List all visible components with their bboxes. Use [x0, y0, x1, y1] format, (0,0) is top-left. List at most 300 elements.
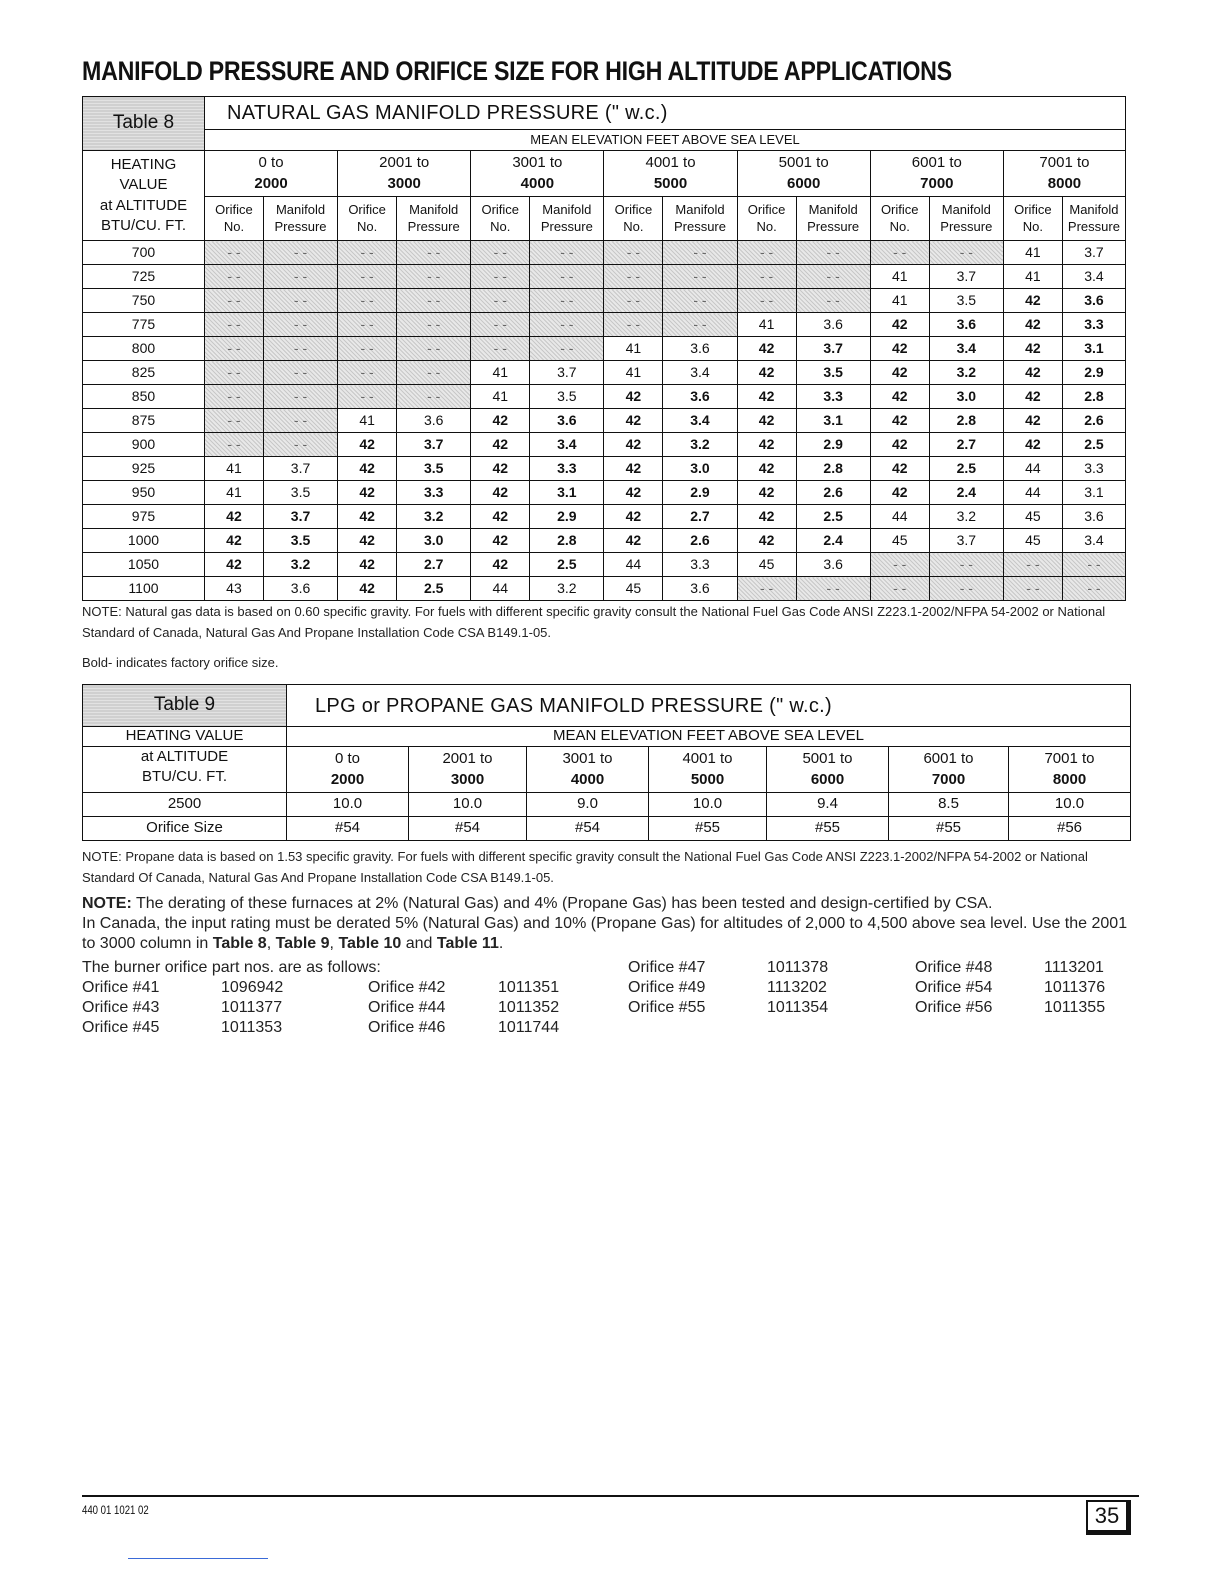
col-label: Pressure	[673, 218, 726, 234]
table9-left-header-1: HEATING VALUE	[83, 727, 287, 747]
table-ref: Table 9	[275, 935, 330, 952]
sep: .	[498, 935, 504, 952]
orifice-cell: 44	[870, 505, 929, 529]
page-title: MANIFOLD PRESSURE AND ORIFICE SIZE FOR HIGH ALTITUDE APPLICATIONS	[82, 56, 952, 86]
range-from: 0 to	[258, 154, 284, 172]
part-number: 1113201	[1044, 959, 1104, 976]
orifice-cell: 42	[338, 457, 397, 481]
orifice-cell: 42	[471, 481, 530, 505]
table-ref: Table 8	[212, 935, 267, 952]
orifice-cell: 42	[737, 337, 796, 361]
table8-heading: NATURAL GAS MANIFOLD PRESSURE (" w.c.)	[204, 97, 1125, 130]
elevation-range-header	[737, 151, 870, 197]
orifice-cell: 42	[338, 505, 397, 529]
not-applicable-cell: - -	[471, 337, 530, 361]
not-applicable-cell: - -	[663, 289, 737, 313]
elevation-range-header	[767, 747, 889, 793]
elevation-range-header	[527, 747, 649, 793]
col-label: Orifice	[348, 202, 386, 218]
orifice-size-cell: #55	[649, 817, 767, 841]
pressure-cell: 2.8	[1062, 385, 1125, 409]
table-ref: Table 11	[436, 935, 499, 952]
orifice-cell: 42	[1003, 361, 1062, 385]
orifice-cell: 42	[471, 529, 530, 553]
left-header-line: at ALTITUDE	[140, 748, 229, 765]
manifold-column-header	[530, 197, 604, 241]
orifice-cell: 42	[737, 385, 796, 409]
orifice-cell: 41	[870, 265, 929, 289]
sep: ,	[266, 935, 276, 952]
link-underline	[128, 1558, 268, 1559]
orifice-cell: 42	[1003, 313, 1062, 337]
pressure-cell: 10.0	[287, 793, 409, 817]
pressure-cell: 2.5	[530, 553, 604, 577]
col-label: No.	[623, 218, 644, 234]
not-applicable-cell: - -	[397, 337, 471, 361]
pressure-cell: 2.9	[796, 433, 870, 457]
table9-heading: LPG or PROPANE GAS MANIFOLD PRESSURE (" w.c.)	[287, 685, 1131, 727]
note-label: NOTE:	[82, 895, 132, 912]
row-label-cell: Orifice Size	[83, 817, 287, 841]
col-label: Pressure	[407, 218, 460, 234]
pressure-cell: 3.7	[929, 265, 1003, 289]
orifice-cell: 45	[737, 553, 796, 577]
pressure-cell: 3.4	[530, 433, 604, 457]
row-label-cell: 2500	[83, 793, 287, 817]
not-applicable-cell: - -	[796, 241, 870, 265]
part-name: Orifice #46	[368, 1019, 446, 1036]
pressure-cell: 3.6	[663, 385, 737, 409]
orifice-cell: 41	[204, 457, 263, 481]
orifice-cell: 42	[737, 505, 796, 529]
propane-note: NOTE: Propane data is based on 1.53 specific gravity. For fuels with different specific gravity consult the National Fuel Gas Code ANSI Z223.1-2002/NFPA 54-2002 or National Standard Of Canada, Natural Gas And Propane Installation Code CSA B149.1-05.	[82, 849, 1088, 885]
manifold-column-header	[1062, 197, 1125, 241]
part-number: 1011354	[767, 999, 829, 1016]
col-label: Manifold	[1069, 202, 1119, 218]
orifice-size-cell: #55	[889, 817, 1009, 841]
orifice-cell: 44	[1003, 457, 1062, 481]
table-row	[83, 793, 1131, 817]
part-number: 1096942	[221, 979, 284, 996]
orifice-cell: 42	[1003, 433, 1062, 457]
orifice-cell: 42	[338, 577, 397, 601]
document-code: 440 01 1021 02	[82, 1503, 149, 1517]
range-to: 2000	[254, 174, 288, 192]
pressure-cell: 2.5	[1062, 433, 1125, 457]
orifice-cell: 43	[204, 577, 263, 601]
heating-value-cell: 875	[83, 409, 205, 433]
not-applicable-cell: - -	[204, 337, 263, 361]
orifice-cell: 41	[338, 409, 397, 433]
orifice-cell: 41	[604, 337, 663, 361]
range-from: 4001 to	[682, 750, 733, 768]
pressure-cell: 3.4	[1062, 265, 1125, 289]
pressure-cell: 3.3	[397, 481, 471, 505]
part-name: Orifice #54	[915, 979, 993, 996]
col-label: No.	[356, 218, 378, 234]
elevation-range-header	[649, 747, 767, 793]
orifice-cell: 42	[471, 457, 530, 481]
not-applicable-cell: - -	[530, 313, 604, 337]
part-name: Orifice #44	[368, 999, 446, 1016]
range-from: 5001 to	[802, 750, 853, 768]
pressure-cell: 2.7	[397, 553, 471, 577]
range-to: 6000	[786, 174, 821, 192]
col-label: Manifold	[675, 202, 725, 218]
not-applicable-cell: - -	[530, 241, 604, 265]
orifice-size-cell: #56	[1009, 817, 1131, 841]
table-row	[83, 241, 1126, 265]
pressure-cell: 2.7	[663, 505, 737, 529]
part-name: Orifice #47	[628, 959, 706, 976]
orifice-cell: 42	[604, 433, 663, 457]
pressure-cell: 9.0	[527, 793, 649, 817]
range-to: 6000	[810, 770, 845, 788]
table8-subheading: MEAN ELEVATION FEET ABOVE SEA LEVEL	[204, 130, 1125, 151]
not-applicable-cell: - -	[263, 289, 337, 313]
range-from: 3001 to	[562, 750, 613, 768]
col-label: Orifice	[215, 202, 253, 218]
col-label: Pressure	[1067, 218, 1120, 234]
orifice-cell: 42	[338, 433, 397, 457]
heating-value-cell: 825	[83, 361, 205, 385]
table-row	[83, 385, 1126, 409]
col-label: Manifold	[275, 202, 326, 218]
pressure-cell: 3.1	[1062, 337, 1125, 361]
not-applicable-cell: - -	[737, 265, 796, 289]
not-applicable-cell: - -	[796, 289, 870, 313]
table9-tag: Table 9	[83, 685, 287, 727]
orifice-cell: 42	[471, 433, 530, 457]
pressure-cell: 3.5	[397, 457, 471, 481]
elevation-range-header	[870, 151, 1003, 197]
orifice-cell: 44	[1003, 481, 1062, 505]
manifold-column-header	[929, 197, 1003, 241]
pressure-cell: 3.5	[796, 361, 870, 385]
part-number: 1011351	[498, 979, 560, 996]
not-applicable-cell: - -	[204, 433, 263, 457]
heating-value-cell: 925	[83, 457, 205, 481]
table9-left-header	[83, 747, 287, 793]
pressure-cell: 2.6	[1062, 409, 1125, 433]
derating-note	[82, 894, 1142, 954]
orifice-cell: 41	[471, 385, 530, 409]
pressure-cell: 3.1	[530, 481, 604, 505]
part-name: Orifice #55	[628, 999, 706, 1016]
range-to: 4000	[520, 174, 555, 192]
col-label: Orifice	[481, 202, 520, 218]
not-applicable-cell: - -	[471, 241, 530, 265]
orifice-cell: 44	[604, 553, 663, 577]
footer-rule	[82, 1495, 1139, 1497]
part-name: Orifice #49	[628, 979, 706, 996]
orifice-column-header	[1003, 197, 1062, 241]
orifice-column-header	[604, 197, 663, 241]
pressure-cell: 3.7	[397, 433, 471, 457]
natural-gas-note: NOTE: Natural gas data is based on 0.60 specific gravity. For fuels with different specific gravity consult the National Fuel Gas Code ANSI Z223.1-2002/NFPA 54-2002 or National Standard of Canada, Natural Gas And Propane Installation Code CSA B149.1-05.	[82, 604, 1106, 640]
not-applicable-cell: - -	[397, 385, 471, 409]
orifice-cell: 45	[604, 577, 663, 601]
orifice-cell: 42	[737, 433, 796, 457]
left-header-line: at ALTITUDE	[99, 196, 188, 214]
natural-gas-table	[82, 96, 1126, 601]
not-applicable-cell: - -	[263, 241, 337, 265]
pressure-cell: 3.3	[1062, 457, 1125, 481]
not-applicable-cell: - -	[338, 241, 397, 265]
not-applicable-cell: - -	[397, 241, 471, 265]
pressure-cell: 3.7	[263, 505, 337, 529]
heating-value-cell: 950	[83, 481, 205, 505]
pressure-cell: 2.9	[1062, 361, 1125, 385]
not-applicable-cell: - -	[471, 313, 530, 337]
not-applicable-cell: - -	[204, 409, 263, 433]
orifice-column-header	[737, 197, 796, 241]
col-label: Manifold	[808, 202, 858, 218]
elevation-range-header	[1009, 747, 1131, 793]
manifold-column-header	[663, 197, 737, 241]
heating-value-cell: 1050	[83, 553, 205, 577]
elevation-range-header	[471, 151, 604, 197]
elevation-range-header	[204, 151, 337, 197]
not-applicable-cell: - -	[1062, 553, 1125, 577]
pressure-cell: 2.6	[663, 529, 737, 553]
not-applicable-cell: - -	[870, 577, 929, 601]
orifice-cell: 42	[870, 337, 929, 361]
orifice-column-header	[338, 197, 397, 241]
pressure-cell: 2.5	[397, 577, 471, 601]
elevation-range-header	[338, 151, 471, 197]
elevation-range-header	[409, 747, 527, 793]
range-from: 7001 to	[1039, 154, 1090, 172]
not-applicable-cell: - -	[1003, 553, 1062, 577]
pressure-cell: 3.0	[397, 529, 471, 553]
pressure-cell: 3.7	[263, 457, 337, 481]
part-number: 1011355	[1044, 999, 1106, 1016]
left-header-line: HEATING	[110, 156, 177, 173]
table-row	[83, 457, 1126, 481]
not-applicable-cell: - -	[530, 289, 604, 313]
orifice-cell: 45	[870, 529, 929, 553]
col-label: Manifold	[542, 202, 592, 218]
manifold-column-header	[263, 197, 337, 241]
range-from: 5001 to	[778, 154, 829, 172]
elevation-range-header	[287, 747, 409, 793]
heating-value-cell: 800	[83, 337, 205, 361]
table-row	[83, 409, 1126, 433]
pressure-cell: 3.5	[263, 529, 337, 553]
range-to: 2000	[330, 770, 365, 788]
heating-value-cell: 850	[83, 385, 205, 409]
orifice-size-cell: #54	[287, 817, 409, 841]
pressure-cell: 3.6	[530, 409, 604, 433]
pressure-cell: 3.4	[1062, 529, 1125, 553]
not-applicable-cell: - -	[263, 409, 337, 433]
not-applicable-cell: - -	[737, 241, 796, 265]
elevation-range-header	[889, 747, 1009, 793]
col-label: Manifold	[409, 202, 459, 218]
not-applicable-cell: - -	[204, 289, 263, 313]
pressure-cell: 2.9	[663, 481, 737, 505]
pressure-cell: 3.2	[929, 505, 1003, 529]
orifice-cell: 42	[870, 457, 929, 481]
not-applicable-cell: - -	[263, 385, 337, 409]
manifold-column-header	[397, 197, 471, 241]
not-applicable-cell: - -	[604, 265, 663, 289]
range-to: 8000	[1052, 770, 1087, 788]
manifold-column-header	[796, 197, 870, 241]
table-row	[83, 481, 1126, 505]
orifice-cell: 42	[870, 409, 929, 433]
orifice-size-cell: #55	[767, 817, 889, 841]
pressure-cell: 3.6	[663, 577, 737, 601]
part-number: 1011353	[221, 1019, 283, 1036]
table-row	[83, 337, 1126, 361]
pressure-cell: 3.5	[929, 289, 1003, 313]
pressure-cell: 3.1	[1062, 481, 1125, 505]
pressure-cell: 2.8	[929, 409, 1003, 433]
col-label: Orifice	[880, 202, 919, 218]
orifice-cell: 42	[1003, 337, 1062, 361]
pressure-cell: 3.7	[1062, 241, 1125, 265]
orifice-cell: 42	[604, 385, 663, 409]
table9-subheading: MEAN ELEVATION FEET ABOVE SEA LEVEL	[287, 727, 1131, 747]
not-applicable-cell: - -	[870, 553, 929, 577]
not-applicable-cell: - -	[397, 289, 471, 313]
pressure-cell: 3.7	[929, 529, 1003, 553]
not-applicable-cell: - -	[870, 241, 929, 265]
orifice-cell: 42	[471, 409, 530, 433]
orifice-cell: 42	[870, 361, 929, 385]
orifice-cell: 42	[1003, 385, 1062, 409]
orifice-cell: 42	[870, 385, 929, 409]
note-text: In Canada, the input rating must be derated 5% (Natural Gas) and 10% (Propane Gas) for altitudes of 2,000 to 4,500 above sea level. Use the 2001 to 3000 column in	[82, 915, 1128, 952]
not-applicable-cell: - -	[604, 289, 663, 313]
not-applicable-cell: - -	[204, 265, 263, 289]
orifice-cell: 42	[338, 553, 397, 577]
pressure-cell: 3.0	[663, 457, 737, 481]
not-applicable-cell: - -	[604, 241, 663, 265]
note-text: The derating of these furnaces at 2% (Natural Gas) and 4% (Propane Gas) has been tested and design-certified by CSA.	[131, 895, 993, 912]
col-label: Manifold	[941, 202, 991, 218]
orifice-column-header	[870, 197, 929, 241]
pressure-cell: 2.4	[796, 529, 870, 553]
bold-note: Bold- indicates factory orifice size.	[82, 655, 279, 670]
not-applicable-cell: - -	[737, 577, 796, 601]
col-label: Pressure	[274, 218, 327, 234]
pressure-cell: 3.4	[663, 361, 737, 385]
not-applicable-cell: - -	[338, 361, 397, 385]
range-from: 2001 to	[379, 154, 430, 172]
sep: and	[401, 935, 437, 952]
not-applicable-cell: - -	[263, 433, 337, 457]
not-applicable-cell: - -	[663, 241, 737, 265]
orifice-cell: 42	[870, 481, 929, 505]
pressure-cell: 3.4	[663, 409, 737, 433]
range-from: 6001 to	[911, 154, 962, 172]
table-row	[83, 433, 1126, 457]
range-from: 6001 to	[923, 750, 974, 768]
not-applicable-cell: - -	[204, 361, 263, 385]
orifice-cell: 42	[737, 529, 796, 553]
pressure-cell: 3.3	[1062, 313, 1125, 337]
orifice-column-header	[471, 197, 530, 241]
not-applicable-cell: - -	[204, 241, 263, 265]
table-row	[83, 265, 1126, 289]
pressure-cell: 3.2	[663, 433, 737, 457]
range-to: 7000	[920, 174, 954, 192]
range-from: 4001 to	[645, 154, 696, 172]
orifice-cell: 42	[204, 553, 263, 577]
page-number: 35	[1086, 1500, 1131, 1535]
not-applicable-cell: - -	[530, 265, 604, 289]
not-applicable-cell: - -	[796, 265, 870, 289]
orifice-cell: 42	[737, 457, 796, 481]
not-applicable-cell: - -	[263, 337, 337, 361]
left-header-line: BTU/CU. FT.	[142, 767, 227, 785]
table-row	[83, 577, 1126, 601]
not-applicable-cell: - -	[263, 361, 337, 385]
orifice-cell: 41	[204, 481, 263, 505]
range-to: 8000	[1047, 174, 1082, 192]
pressure-cell: 8.5	[889, 793, 1009, 817]
sep: ,	[329, 935, 339, 952]
orifice-cell: 41	[471, 361, 530, 385]
range-to: 5000	[653, 174, 688, 192]
pressure-cell: 3.0	[929, 385, 1003, 409]
heating-value-cell: 775	[83, 313, 205, 337]
not-applicable-cell: - -	[530, 337, 604, 361]
pressure-cell: 3.2	[530, 577, 604, 601]
not-applicable-cell: - -	[338, 337, 397, 361]
range-from: 2001 to	[442, 750, 493, 768]
table8-left-header	[83, 151, 205, 241]
pressure-cell: 3.1	[796, 409, 870, 433]
col-label: No.	[756, 218, 777, 234]
heating-value-cell: 1100	[83, 577, 205, 601]
not-applicable-cell: - -	[663, 313, 737, 337]
not-applicable-cell: - -	[338, 289, 397, 313]
pressure-cell: 2.4	[929, 481, 1003, 505]
table-row	[83, 553, 1126, 577]
part-number: 1113202	[767, 979, 827, 996]
pressure-cell: 2.5	[929, 457, 1003, 481]
pressure-cell: 10.0	[1009, 793, 1131, 817]
not-applicable-cell: - -	[263, 313, 337, 337]
orifice-cell: 42	[471, 505, 530, 529]
pressure-cell: 2.9	[530, 505, 604, 529]
orifice-cell: 41	[737, 313, 796, 337]
not-applicable-cell: - -	[397, 313, 471, 337]
heating-value-cell: 900	[83, 433, 205, 457]
range-to: 3000	[450, 770, 485, 788]
elevation-range-header	[1003, 151, 1125, 197]
orifice-cell: 42	[338, 529, 397, 553]
not-applicable-cell: - -	[397, 361, 471, 385]
heating-value-cell: 700	[83, 241, 205, 265]
heating-value-cell: 725	[83, 265, 205, 289]
elevation-range-header	[604, 151, 737, 197]
heating-value-cell: 1000	[83, 529, 205, 553]
table-row	[83, 289, 1126, 313]
part-number: 1011376	[1044, 979, 1106, 996]
part-number: 1011744	[498, 1019, 560, 1036]
orifice-cell: 45	[1003, 529, 1062, 553]
left-header-line: VALUE	[119, 176, 168, 194]
not-applicable-cell: - -	[1062, 577, 1125, 601]
pressure-cell: 10.0	[409, 793, 527, 817]
pressure-cell: 3.6	[263, 577, 337, 601]
part-number: 1011378	[767, 959, 829, 976]
